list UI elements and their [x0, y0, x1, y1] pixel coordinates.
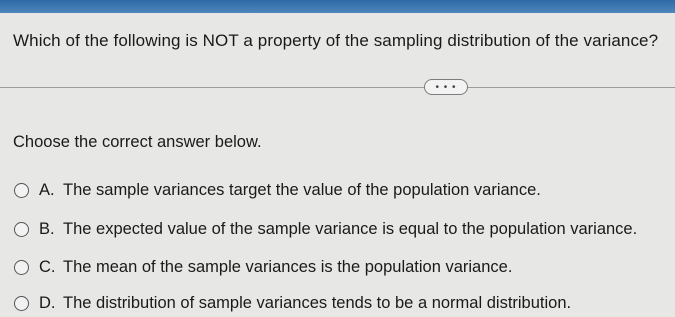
radio-button-b[interactable] [14, 222, 29, 237]
radio-button-a[interactable] [14, 183, 29, 198]
choice-letter: D. [39, 293, 56, 312]
expand-more-button[interactable]: • • • [424, 79, 468, 95]
choice-letter: B. [39, 219, 55, 238]
choice-text: The expected value of the sample variance is equal to the population variance. [63, 219, 638, 238]
choice-b[interactable] [14, 218, 637, 240]
question-text: Which of the following is NOT a property of the sampling distribution of the variance? [13, 31, 659, 50]
top-header-strip [0, 0, 675, 13]
choice-letter: A. [39, 180, 55, 199]
choice-d[interactable] [14, 292, 571, 314]
choice-text: The sample variances target the value of the population variance. [63, 180, 541, 199]
choice-letter: C. [39, 257, 56, 276]
radio-button-c[interactable] [14, 260, 29, 275]
section-divider [0, 87, 675, 88]
radio-button-d[interactable] [14, 296, 29, 311]
choice-text: The mean of the sample variances is the population variance. [63, 257, 513, 276]
choice-text: The distribution of sample variances tends to be a normal distribution. [63, 293, 572, 312]
choice-a[interactable] [14, 179, 541, 201]
instruction-text: Choose the correct answer below. [13, 133, 262, 151]
choice-c[interactable] [14, 256, 512, 278]
